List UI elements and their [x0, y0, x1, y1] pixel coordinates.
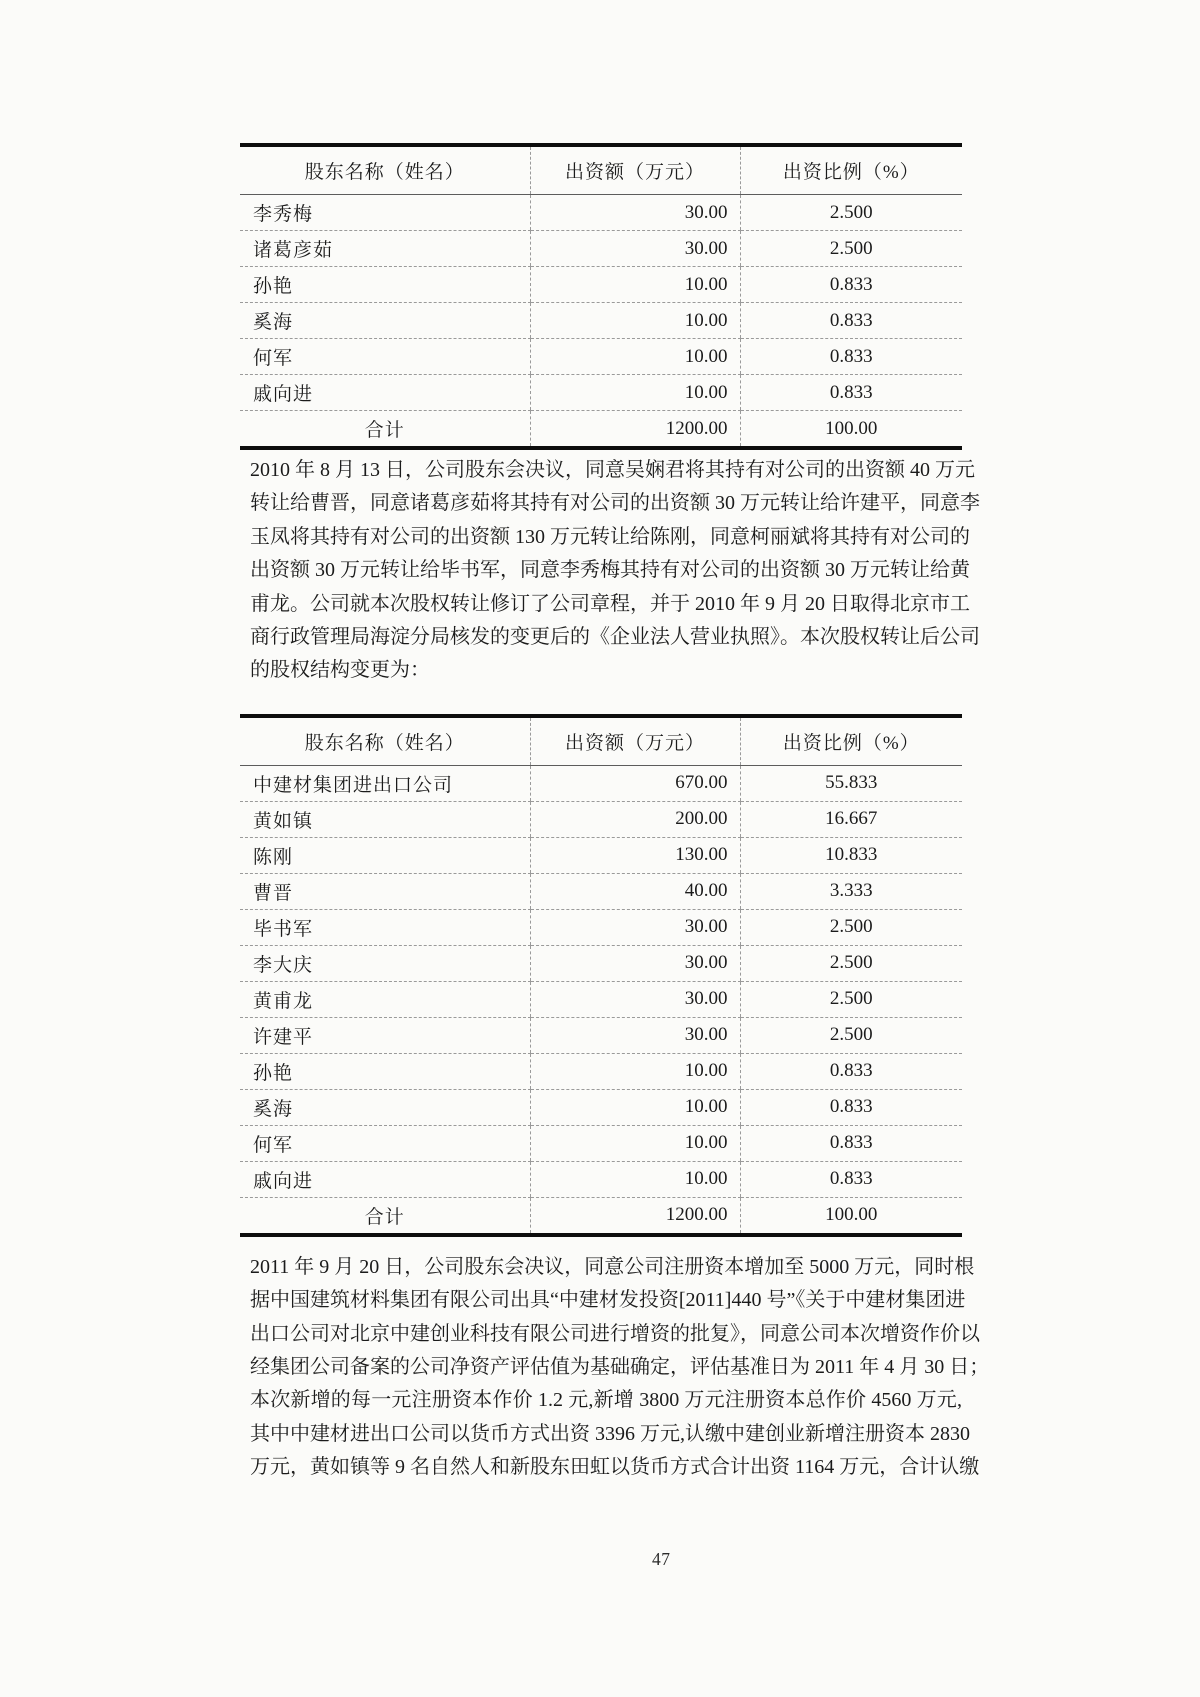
table-total-row — [240, 1197, 962, 1235]
cell-contribution-ratio: 0.833 — [740, 267, 962, 303]
cell-contribution-ratio: 0.833 — [740, 339, 962, 375]
paragraph-line: 据中国建筑材料集团有限公司出具“中建材发投资[2011]440 号”《关于中建材集团进 — [250, 1289, 966, 1312]
cell-contribution-amount: 30.00 — [530, 1017, 740, 1053]
cell-total-label: 合计 — [364, 1206, 405, 1228]
cell-total-ratio: 100.00 — [740, 411, 962, 449]
capital-increase-paragraph — [250, 1251, 990, 1485]
cell-shareholder-name: 何军 — [240, 339, 530, 375]
cell-contribution-amount: 30.00 — [530, 195, 740, 231]
table-row — [240, 231, 962, 267]
paragraph-line: 万元，黄如镇等 9 名自然人和新股东田虹以货币方式合计出资 1164 万元，合计认缴 — [250, 1456, 980, 1479]
cell-shareholder-name: 许建平 — [240, 1017, 530, 1053]
cell-shareholder-name: 诸葛彦茹 — [240, 231, 530, 267]
col-header-contribution-amount: 出资额（万元） — [530, 716, 740, 766]
cell-shareholder-name: 中建材集团进出口公司 — [240, 765, 530, 801]
paragraph-line: 玉凤将其持有对公司的出资额 130 万元转让给陈刚，同意柯丽斌将其持有对公司的 — [250, 525, 970, 548]
cell-contribution-amount: 10.00 — [530, 339, 740, 375]
table-row — [240, 981, 962, 1017]
cell-contribution-ratio: 0.833 — [740, 1053, 962, 1089]
cell-contribution-ratio: 2.500 — [740, 909, 962, 945]
cell-shareholder-name: 孙艳 — [240, 267, 530, 303]
cell-contribution-ratio: 0.833 — [740, 1161, 962, 1197]
table-row — [240, 837, 962, 873]
paragraph-line: 2011 年 9 月 20 日，公司股东会决议，同意公司注册资本增加至 5000 万元，同时根 — [250, 1255, 975, 1278]
cell-contribution-amount: 30.00 — [530, 981, 740, 1017]
paragraph-line: 商行政管理局海淀分局核发的变更后的《企业法人营业执照》。本次股权转让后公司 — [250, 626, 980, 649]
cell-contribution-ratio: 2.500 — [740, 231, 962, 267]
cell-shareholder-name: 何军 — [240, 1125, 530, 1161]
paragraph-line: 经集团公司备案的公司净资产评估值为基础确定，评估基准日为 2011 年 4 月 30 日； — [250, 1356, 990, 1379]
cell-contribution-ratio: 0.833 — [740, 375, 962, 411]
cell-contribution-amount: 130.00 — [530, 837, 740, 873]
cell-contribution-amount: 40.00 — [530, 873, 740, 909]
shareholding-table-after-transfer — [240, 714, 962, 1237]
cell-contribution-ratio: 10.833 — [740, 837, 962, 873]
cell-contribution-ratio: 0.833 — [740, 1125, 962, 1161]
paragraph-line: 其中中建材进出口公司以货币方式出资 3396 万元,认缴中建创业新增注册资本 2830 — [250, 1422, 970, 1445]
cell-total-label: 合计 — [364, 420, 405, 441]
cell-contribution-ratio: 3.333 — [740, 873, 962, 909]
table-header-row — [240, 716, 962, 766]
cell-shareholder-name: 李大庆 — [240, 945, 530, 981]
paragraph-line: 转让给曹晋，同意诸葛彦茹将其持有对公司的出资额 30 万元转让给许建平，同意李 — [250, 492, 980, 515]
table-row — [240, 945, 962, 981]
col-header-shareholder-name: 股东名称（姓名） — [240, 716, 530, 766]
document-content — [240, 143, 990, 1485]
table-row — [240, 375, 962, 411]
table-row — [240, 339, 962, 375]
cell-shareholder-name: 孙艳 — [240, 1053, 530, 1089]
table-row — [240, 1161, 962, 1197]
cell-shareholder-name: 戚向进 — [240, 1161, 530, 1197]
cell-contribution-amount: 10.00 — [530, 1089, 740, 1125]
table-row — [240, 765, 962, 801]
cell-contribution-ratio: 55.833 — [740, 765, 962, 801]
cell-shareholder-name: 陈刚 — [240, 837, 530, 873]
share-transfer-paragraph — [250, 454, 980, 688]
paragraph-line: 出口公司对北京中建创业科技有限公司进行增资的批复》，同意公司本次增资作价以 — [250, 1322, 980, 1345]
cell-shareholder-name: 黄如镇 — [240, 801, 530, 837]
col-header-contribution-amount: 出资额（万元） — [530, 145, 740, 195]
cell-contribution-amount: 10.00 — [530, 1125, 740, 1161]
paragraph-line: 出资额 30 万元转让给毕书军，同意李秀梅其持有对公司的出资额 30 万元转让给黄 — [250, 559, 970, 582]
cell-contribution-amount: 30.00 — [530, 909, 740, 945]
cell-contribution-ratio: 2.500 — [740, 1017, 962, 1053]
table-total-row — [240, 411, 962, 449]
table-row — [240, 873, 962, 909]
cell-contribution-amount: 670.00 — [530, 765, 740, 801]
cell-total-amount: 1200.00 — [530, 411, 740, 449]
table-row — [240, 1053, 962, 1089]
table-row — [240, 267, 962, 303]
col-header-contribution-ratio: 出资比例（%） — [740, 145, 962, 195]
page-number: 47 — [652, 1549, 671, 1569]
col-header-contribution-ratio: 出资比例（%） — [740, 716, 962, 766]
table-row — [240, 303, 962, 339]
cell-contribution-ratio: 2.500 — [740, 945, 962, 981]
cell-shareholder-name: 曹晋 — [240, 873, 530, 909]
table-row — [240, 1125, 962, 1161]
table-row — [240, 1089, 962, 1125]
cell-contribution-amount: 10.00 — [530, 1053, 740, 1089]
paragraph-line: 的股权结构变更为： — [250, 659, 430, 682]
cell-contribution-amount: 200.00 — [530, 801, 740, 837]
cell-contribution-ratio: 16.667 — [740, 801, 962, 837]
col-header-shareholder-name: 股东名称（姓名） — [240, 145, 530, 195]
cell-shareholder-name: 奚海 — [240, 1089, 530, 1125]
cell-contribution-amount: 10.00 — [530, 303, 740, 339]
cell-contribution-amount: 10.00 — [530, 375, 740, 411]
cell-shareholder-name: 李秀梅 — [240, 195, 530, 231]
paragraph-line: 2010 年 8 月 13 日，公司股东会决议，同意吴娴君将其持有对公司的出资额 40 万元 — [250, 459, 975, 481]
paragraph-line: 本次新增的每一元注册资本作价 1.2 元,新增 3800 万元注册资本总作价 4560 万元, — [250, 1389, 962, 1412]
table-header-row — [240, 145, 962, 195]
cell-contribution-amount: 30.00 — [530, 945, 740, 981]
cell-shareholder-name: 戚向进 — [240, 375, 530, 411]
table-row — [240, 1017, 962, 1053]
cell-contribution-amount: 10.00 — [530, 267, 740, 303]
cell-contribution-amount: 30.00 — [530, 231, 740, 267]
cell-shareholder-name: 毕书军 — [240, 909, 530, 945]
table-row — [240, 195, 962, 231]
cell-shareholder-name: 奚海 — [240, 303, 530, 339]
cell-total-amount: 1200.00 — [530, 1197, 740, 1235]
cell-contribution-ratio: 2.500 — [740, 195, 962, 231]
cell-total-ratio: 100.00 — [740, 1197, 962, 1235]
cell-contribution-ratio: 2.500 — [740, 981, 962, 1017]
cell-contribution-amount: 10.00 — [530, 1161, 740, 1197]
cell-contribution-ratio: 0.833 — [740, 1089, 962, 1125]
table-row — [240, 801, 962, 837]
paragraph-line: 甫龙。公司就本次股权转让修订了公司章程，并于 2010 年 9 月 20 日取得北京市工 — [250, 592, 970, 615]
cell-shareholder-name: 黄甫龙 — [240, 981, 530, 1017]
cell-contribution-ratio: 0.833 — [740, 303, 962, 339]
shareholding-table-before-transfer — [240, 143, 962, 450]
table-row — [240, 909, 962, 945]
